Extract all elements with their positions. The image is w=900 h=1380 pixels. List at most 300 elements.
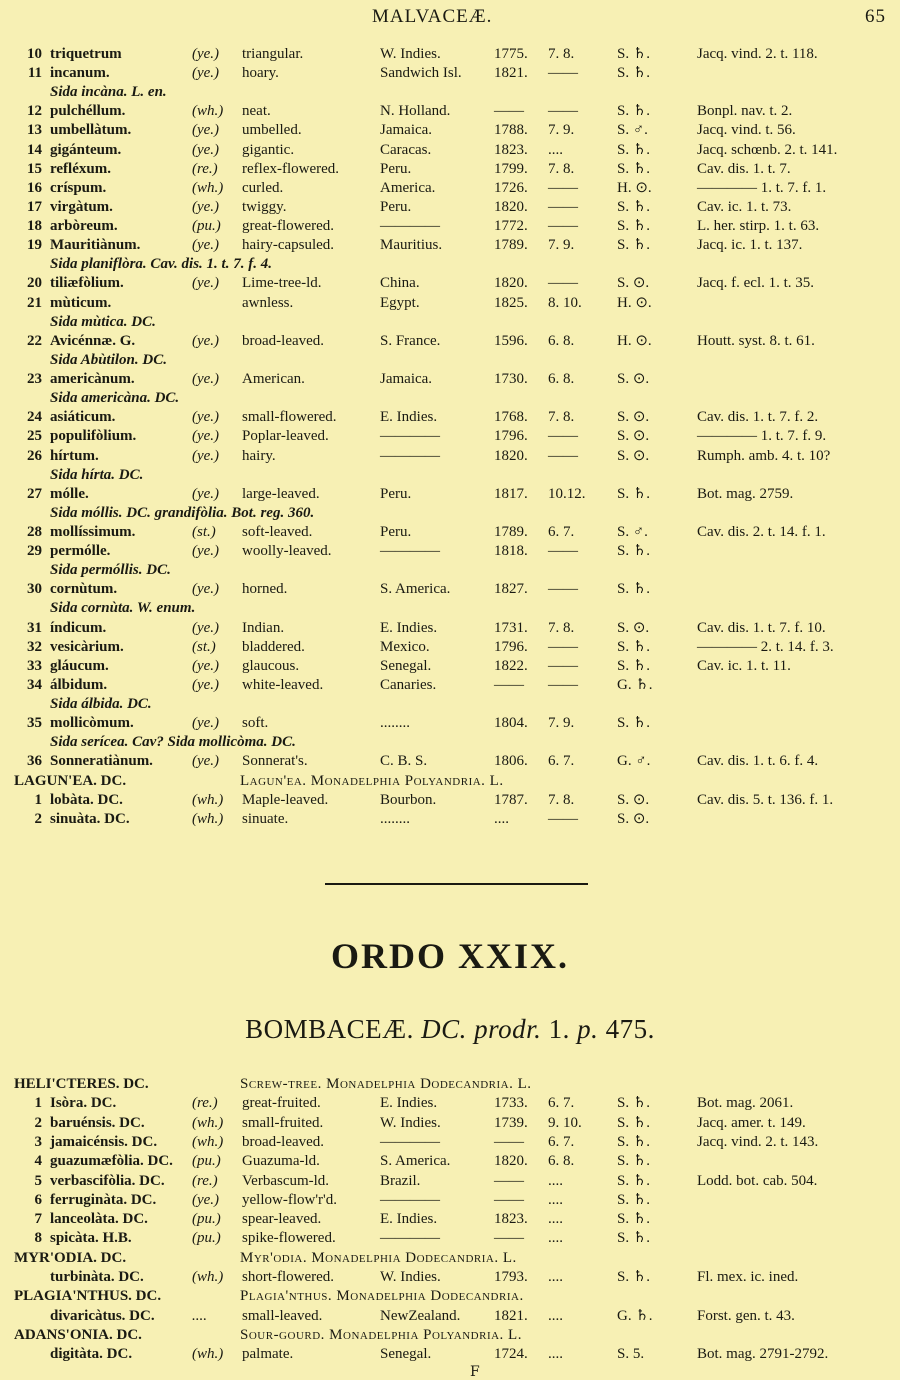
synonym-line xyxy=(0,504,900,523)
introduced-year: 1731. xyxy=(494,619,528,636)
flower-colour: (ye.) xyxy=(192,275,220,292)
reference: Cav. dis. 5. t. 136. f. 1. xyxy=(697,791,834,808)
species-name: vesicàrium. xyxy=(50,638,124,655)
habit: S. ♄. xyxy=(617,218,651,235)
introduced-year: 1821. xyxy=(494,65,528,82)
native-country: ———— xyxy=(380,1133,440,1150)
flower-colour: (ye.) xyxy=(192,332,220,349)
species-row xyxy=(0,179,900,198)
flowering-months: .... xyxy=(548,1211,563,1228)
native-country: Sandwich Isl. xyxy=(380,65,462,82)
introduced-year: 1793. xyxy=(494,1269,528,1285)
introduced-year: 1818. xyxy=(494,543,528,560)
species-name: americànum. xyxy=(50,371,135,388)
species-name: críspum. xyxy=(50,179,107,196)
species-row xyxy=(0,198,900,217)
introduced-year: 1823. xyxy=(494,141,528,158)
reference: ———— 1. t. 7. f. 9. xyxy=(697,428,827,445)
flowering-months: —— xyxy=(548,179,578,196)
species-row xyxy=(0,1307,900,1326)
flower-colour: (wh.) xyxy=(192,179,224,196)
species-row xyxy=(0,1133,900,1152)
reference: Cav. dis. 1. t. 6. f. 4. xyxy=(697,753,819,770)
genus-name: MYR'ODIA. DC. xyxy=(14,1249,127,1266)
running-head xyxy=(0,6,900,30)
flower-colour: (pu.) xyxy=(192,1230,221,1247)
species-number: 5 xyxy=(34,1172,42,1189)
flower-colour: (ye.) xyxy=(192,428,220,445)
flowering-months: 6. 7. xyxy=(548,1133,575,1150)
synonym-line xyxy=(0,351,900,370)
habit: H. ⊙. xyxy=(617,294,652,311)
native-country: Senegal. xyxy=(380,657,432,674)
introduced-year: 1821. xyxy=(494,1307,528,1324)
habit: S. ♄. xyxy=(617,1172,651,1189)
english-name: Guazuma-ld. xyxy=(242,1153,320,1170)
flowering-months: 7. 9. xyxy=(548,122,575,139)
synonym-text: Sida Abùtilon. DC. xyxy=(50,351,167,368)
species-name: cornùtum. xyxy=(50,581,118,598)
flower-colour: (ye.) xyxy=(192,409,220,426)
species-name: guazumæfòlia. DC. xyxy=(50,1153,173,1170)
species-name: Sonneratiànum. xyxy=(50,753,153,770)
species-name: incanum. xyxy=(50,65,110,82)
reference: Jacq. vind. t. 56. xyxy=(697,122,796,139)
synonym-line xyxy=(0,389,900,408)
flower-colour: (ye.) xyxy=(192,715,220,732)
species-name: sinuàta. DC. xyxy=(50,810,130,827)
introduced-year: 1799. xyxy=(494,160,528,177)
flowering-months: 7. 8. xyxy=(548,409,575,426)
flower-colour: (wh.) xyxy=(192,1133,224,1150)
native-country: E. Indies. xyxy=(380,619,438,636)
introduced-year: 1726. xyxy=(494,179,528,196)
species-name: lanceolàta. DC. xyxy=(50,1211,148,1228)
native-country: C. B. S. xyxy=(380,753,428,770)
species-number: 25 xyxy=(27,428,42,445)
flowering-months: —— xyxy=(548,103,578,120)
native-country: Jamaica. xyxy=(380,371,433,388)
habit: S. ♄. xyxy=(617,46,651,62)
introduced-year: 1806. xyxy=(494,753,528,770)
native-country: Egypt. xyxy=(380,294,420,311)
native-country: Brazil. xyxy=(380,1172,421,1189)
genus-name: HELI'CTERES. DC. xyxy=(14,1076,149,1092)
habit: S. ♄. xyxy=(617,1153,651,1170)
species-name: índicum. xyxy=(50,619,107,636)
species-name: Isòra. DC. xyxy=(50,1095,117,1112)
species-row xyxy=(0,64,900,83)
habit: S. ⊙. xyxy=(617,409,650,426)
species-name: tiliæfòlium. xyxy=(50,275,124,292)
family-name: BOMBACEÆ. xyxy=(245,1014,414,1044)
flowering-months: 6. 7. xyxy=(548,524,575,540)
english-name: umbelled. xyxy=(242,122,302,139)
introduced-year: —— xyxy=(494,1133,524,1150)
species-number: 11 xyxy=(27,65,42,82)
introduced-year: 1804. xyxy=(494,715,528,732)
species-number: 27 xyxy=(27,485,42,502)
flower-colour: (ye.) xyxy=(192,65,220,82)
species-name: virgàtum. xyxy=(50,198,113,215)
species-name: permólle. xyxy=(50,543,111,560)
species-number: 23 xyxy=(27,371,42,388)
reference: Cav. dis. 1. t. 7. xyxy=(697,160,791,177)
native-country: ........ xyxy=(380,715,410,732)
reference: Jacq. f. ecl. 1. t. 35. xyxy=(697,275,815,292)
ordo-heading: ORDO XXIX. xyxy=(330,936,569,976)
reference: Cav. dis. 1. t. 7. f. 2. xyxy=(697,409,819,426)
habit: S. ♄. xyxy=(617,638,651,655)
native-country: Caracas. xyxy=(380,141,432,158)
reference: Cav. dis. 1. t. 7. f. 10. xyxy=(697,619,826,636)
english-name: neat. xyxy=(242,103,271,120)
species-name: triquetrum xyxy=(50,46,122,62)
species-number: 26 xyxy=(27,447,42,464)
species-row xyxy=(0,1345,900,1364)
flower-colour: (ye.) xyxy=(192,46,220,62)
english-name: Sonnerat's. xyxy=(242,753,308,770)
genus-english-name: Myr'odia. Monadelphia Dodecandria. L. xyxy=(240,1249,517,1266)
species-row xyxy=(0,332,900,351)
habit: S. ♄. xyxy=(617,581,651,598)
english-name: soft-leaved. xyxy=(242,524,313,540)
species-number: 24 xyxy=(27,409,42,426)
genus-english-name: Screw-tree. Monadelphia Dodecandria. L. xyxy=(240,1076,532,1092)
flower-colour: (ye.) xyxy=(192,198,220,215)
species-name: umbellàtum. xyxy=(50,122,132,139)
flower-colour: .... xyxy=(192,1307,207,1324)
synonym-text: Sida serícea. Cav? Sida mollicòma. DC. xyxy=(50,734,296,751)
species-number: 12 xyxy=(27,103,42,120)
genus-english-name: Lagun'ea. Monadelphia Polyandria. L. xyxy=(240,772,504,789)
family-heading xyxy=(0,1014,900,1045)
habit: S. ♂. xyxy=(617,524,648,540)
species-row xyxy=(0,810,900,829)
species-name: turbinàta. DC. xyxy=(50,1269,144,1285)
species-name: álbidum. xyxy=(50,676,108,693)
species-row xyxy=(0,523,900,542)
introduced-year: 1772. xyxy=(494,218,528,235)
english-name: bladdered. xyxy=(242,638,305,655)
species-row xyxy=(0,791,900,810)
flower-colour: (ye.) xyxy=(192,619,220,636)
introduced-year: 1768. xyxy=(494,409,528,426)
english-name: great-flowered. xyxy=(242,218,335,235)
native-country: ———— xyxy=(380,1230,440,1247)
flowering-months: —— xyxy=(548,65,578,82)
english-name: twiggy. xyxy=(242,198,287,215)
english-name: horned. xyxy=(242,581,288,598)
habit: H. ⊙. xyxy=(617,179,652,196)
habit: S. ♄. xyxy=(617,1230,651,1247)
introduced-year: 1789. xyxy=(494,524,528,540)
reference: Bot. mag. 2061. xyxy=(697,1095,794,1112)
family-ref-p: p. xyxy=(577,1014,599,1044)
species-number: 2 xyxy=(34,1114,42,1131)
english-name: curled. xyxy=(242,179,284,196)
habit: S. ♄. xyxy=(617,715,651,732)
species-row xyxy=(0,1172,900,1191)
native-country: Peru. xyxy=(380,160,412,177)
flower-colour: (pu.) xyxy=(192,218,221,235)
synonym-line xyxy=(0,255,900,274)
species-number: 34 xyxy=(27,676,42,693)
flower-colour: (ye.) xyxy=(192,371,220,388)
reference: Jacq. vind. 2. t. 118. xyxy=(697,46,818,62)
native-country: Peru. xyxy=(380,198,412,215)
flowering-months: 6. 8. xyxy=(548,332,575,349)
english-name: small-leaved. xyxy=(242,1307,323,1324)
habit: S. ♄. xyxy=(617,1114,651,1131)
species-name: refléxum. xyxy=(50,160,111,177)
english-name: glaucous. xyxy=(242,657,300,674)
habit: S. ♄. xyxy=(617,160,651,177)
introduced-year: —— xyxy=(494,676,524,693)
flower-colour: (wh.) xyxy=(192,103,224,120)
native-country: ———— xyxy=(380,1191,440,1208)
habit: S. ♄. xyxy=(617,65,651,82)
english-name: broad-leaved. xyxy=(242,332,325,349)
flowering-months: 6. 8. xyxy=(548,1153,575,1170)
flower-colour: (ye.) xyxy=(192,447,220,464)
flowering-months: 7. 9. xyxy=(548,715,575,732)
native-country: Peru. xyxy=(380,485,412,502)
genus-name: LAGUN'EA. DC. xyxy=(14,772,127,789)
habit: S. ♄. xyxy=(617,543,651,560)
species-name: hírtum. xyxy=(50,447,99,464)
species-number: 35 xyxy=(27,715,42,732)
family-ref-page: 475. xyxy=(605,1014,655,1044)
synonym-text: Sida planiflòra. Cav. dis. 1. t. 7. f. 4. xyxy=(50,256,272,273)
species-name: lobàta. DC. xyxy=(50,791,123,808)
native-country: NewZealand. xyxy=(380,1307,461,1324)
species-number: 33 xyxy=(27,657,42,674)
flower-colour: (pu.) xyxy=(192,1211,221,1228)
reference: Fl. mex. ic. ined. xyxy=(697,1269,799,1285)
species-row xyxy=(0,1094,900,1113)
reference: Jacq. amer. t. 149. xyxy=(697,1114,806,1131)
flowering-months: 7. 8. xyxy=(548,46,575,62)
reference: Bonpl. nav. t. 2. xyxy=(697,103,793,120)
flower-colour: (ye.) xyxy=(192,657,220,674)
flowering-months: —— xyxy=(548,543,578,560)
introduced-year: 1817. xyxy=(494,485,528,502)
introduced-year: —— xyxy=(494,1172,524,1189)
reference: Lodd. bot. cab. 504. xyxy=(697,1172,818,1189)
native-country: S. America. xyxy=(380,1153,451,1170)
reference: Cav. ic. 1. t. 11. xyxy=(697,657,791,674)
introduced-year: 1822. xyxy=(494,657,528,674)
species-name: pulchéllum. xyxy=(50,103,126,120)
reference: L. her. stirp. 1. t. 63. xyxy=(697,218,820,235)
introduced-year: 1789. xyxy=(494,237,528,254)
synonym-text: Sida americàna. DC. xyxy=(50,390,180,407)
synonym-line xyxy=(0,313,900,332)
habit: G. ♂. xyxy=(617,753,651,770)
flowering-months: —— xyxy=(548,275,578,292)
flowering-months: —— xyxy=(548,581,578,598)
reference: Rumph. amb. 4. t. 10? xyxy=(697,447,831,464)
species-number: 36 xyxy=(27,753,42,770)
species-number: 22 xyxy=(27,332,42,349)
species-name: ferruginàta. DC. xyxy=(50,1191,157,1208)
flowering-months: 9. 10. xyxy=(548,1114,582,1131)
flower-colour: (wh.) xyxy=(192,1346,224,1363)
english-name: large-leaved. xyxy=(242,485,320,502)
reference: Bot. mag. 2791-2792. xyxy=(697,1346,829,1363)
flower-colour: (pu.) xyxy=(192,1153,221,1170)
species-name: divaricàtus. DC. xyxy=(50,1307,155,1324)
species-name: jamaicénsis. DC. xyxy=(50,1133,158,1150)
species-row xyxy=(0,1191,900,1210)
flowering-months: .... xyxy=(548,1346,563,1363)
native-country: Bourbon. xyxy=(380,791,437,808)
species-row xyxy=(0,294,900,313)
reference: Cav. ic. 1. t. 73. xyxy=(697,198,792,215)
native-country: China. xyxy=(380,275,420,292)
synonym-line xyxy=(0,561,900,580)
introduced-year: 1820. xyxy=(494,198,528,215)
english-name: small-fruited. xyxy=(242,1114,324,1131)
synonym-text: Sida hírta. DC. xyxy=(50,466,144,483)
synonym-line xyxy=(0,733,900,752)
english-name: broad-leaved. xyxy=(242,1133,325,1150)
synonym-text: Sida mùtica. DC. xyxy=(50,313,156,330)
species-row xyxy=(0,427,900,446)
species-name: populifòlium. xyxy=(50,428,137,445)
genus-name: PLAGIA'NTHUS. DC. xyxy=(14,1288,162,1305)
species-number: 13 xyxy=(27,122,42,139)
english-name: awnless. xyxy=(242,294,294,311)
flowering-months: .... xyxy=(548,1269,563,1285)
flowering-months: —— xyxy=(548,657,578,674)
species-number: 21 xyxy=(27,294,42,311)
flower-colour: (ye.) xyxy=(192,122,220,139)
species-name: mólle. xyxy=(50,485,89,502)
native-country: N. Holland. xyxy=(380,103,451,120)
flower-colour: (ye.) xyxy=(192,141,220,158)
native-country: Jamaica. xyxy=(380,122,433,139)
species-number: 14 xyxy=(27,141,42,158)
species-row xyxy=(0,676,900,695)
habit: S. ♄. xyxy=(617,237,651,254)
habit: S. ♄. xyxy=(617,1269,651,1285)
native-country: E. Indies. xyxy=(380,1095,438,1112)
flowering-months: —— xyxy=(548,638,578,655)
introduced-year: —— xyxy=(494,103,524,120)
reference: Cav. dis. 2. t. 14. f. 1. xyxy=(697,524,826,540)
species-row xyxy=(0,447,900,466)
english-name: hoary. xyxy=(242,65,279,82)
genus-english-name: Plagia'nthus. Monadelphia Dodecandria. xyxy=(240,1288,524,1305)
genus-english-name: Sour-gourd. Monadelphia Polyandria. L. xyxy=(240,1326,522,1343)
species-row xyxy=(0,45,900,64)
flowering-months: —— xyxy=(548,198,578,215)
species-name: Avicénnæ. G. xyxy=(50,332,136,349)
habit: S. ⊙. xyxy=(617,275,650,292)
english-name: great-fruited. xyxy=(242,1095,321,1112)
flowering-months: 7. 8. xyxy=(548,160,575,177)
flowering-months: 7. 8. xyxy=(548,619,575,636)
flowering-months: —— xyxy=(548,428,578,445)
flower-colour: (wh.) xyxy=(192,810,224,827)
native-country: S. America. xyxy=(380,581,451,598)
english-name: spear-leaved. xyxy=(242,1211,322,1228)
genus-line xyxy=(0,1287,900,1306)
genus-name: ADANS'ONIA. DC. xyxy=(14,1326,142,1343)
species-number: 20 xyxy=(27,275,42,292)
reference: Jacq. ic. 1. t. 137. xyxy=(697,237,803,254)
catchword: F xyxy=(470,1364,480,1380)
flower-colour: (ye.) xyxy=(192,581,220,598)
habit: S. ♄. xyxy=(617,1095,651,1112)
species-number: 15 xyxy=(27,160,42,177)
species-row xyxy=(0,217,900,236)
native-country: Senegal. xyxy=(380,1346,432,1363)
synonym-line xyxy=(0,695,900,714)
flowering-months: .... xyxy=(548,1307,563,1324)
species-row xyxy=(0,542,900,561)
english-name: Maple-leaved. xyxy=(242,791,329,808)
habit: S. ♄. xyxy=(617,1133,651,1150)
native-country: W. Indies. xyxy=(380,1269,441,1285)
species-row xyxy=(0,1210,900,1229)
flower-colour: (st.) xyxy=(192,638,216,655)
species-row xyxy=(0,121,900,140)
family-ref-volume: 1. xyxy=(548,1014,570,1044)
species-name: digitàta. DC. xyxy=(50,1346,133,1363)
species-row xyxy=(0,714,900,733)
habit: H. ⊙. xyxy=(617,332,652,349)
section-rule xyxy=(325,883,588,885)
native-country: W. Indies. xyxy=(380,46,441,62)
flower-colour: (re.) xyxy=(192,1172,218,1189)
english-name: soft. xyxy=(242,715,269,732)
species-row xyxy=(0,160,900,179)
habit: S. ♄. xyxy=(617,141,651,158)
introduced-year: 1825. xyxy=(494,294,528,311)
species-number: 6 xyxy=(34,1191,42,1208)
reference: Forst. gen. t. 43. xyxy=(697,1307,795,1324)
introduced-year: 1820. xyxy=(494,447,528,464)
species-row xyxy=(0,1152,900,1171)
native-country: W. Indies. xyxy=(380,1114,441,1131)
habit: S. ♄. xyxy=(617,657,651,674)
flowering-months: 10.12. xyxy=(548,485,586,502)
species-row xyxy=(0,657,900,676)
reference: Jacq. schœnb. 2. t. 141. xyxy=(697,141,838,158)
habit: S. ⊙. xyxy=(617,791,650,808)
species-number: 1 xyxy=(34,791,42,808)
introduced-year: 1730. xyxy=(494,371,528,388)
species-name: gigánteum. xyxy=(50,141,122,158)
english-name: Verbascum-ld. xyxy=(242,1172,330,1189)
synonym-text: Sida móllis. DC. grandifòlia. Bot. reg. 360. xyxy=(50,504,315,521)
species-name: asiáticum. xyxy=(50,409,116,426)
habit: S. ⊙. xyxy=(617,428,650,445)
habit: S. ⊙. xyxy=(617,371,650,388)
species-row xyxy=(0,236,900,255)
flower-colour: (wh.) xyxy=(192,1269,224,1285)
native-country: S. France. xyxy=(380,332,441,349)
introduced-year: —— xyxy=(494,1230,524,1247)
species-row xyxy=(0,1268,900,1287)
native-country: Canaries. xyxy=(380,676,437,693)
flower-colour: (ye.) xyxy=(192,237,220,254)
introduced-year: 1787. xyxy=(494,791,528,808)
species-row xyxy=(0,408,900,427)
